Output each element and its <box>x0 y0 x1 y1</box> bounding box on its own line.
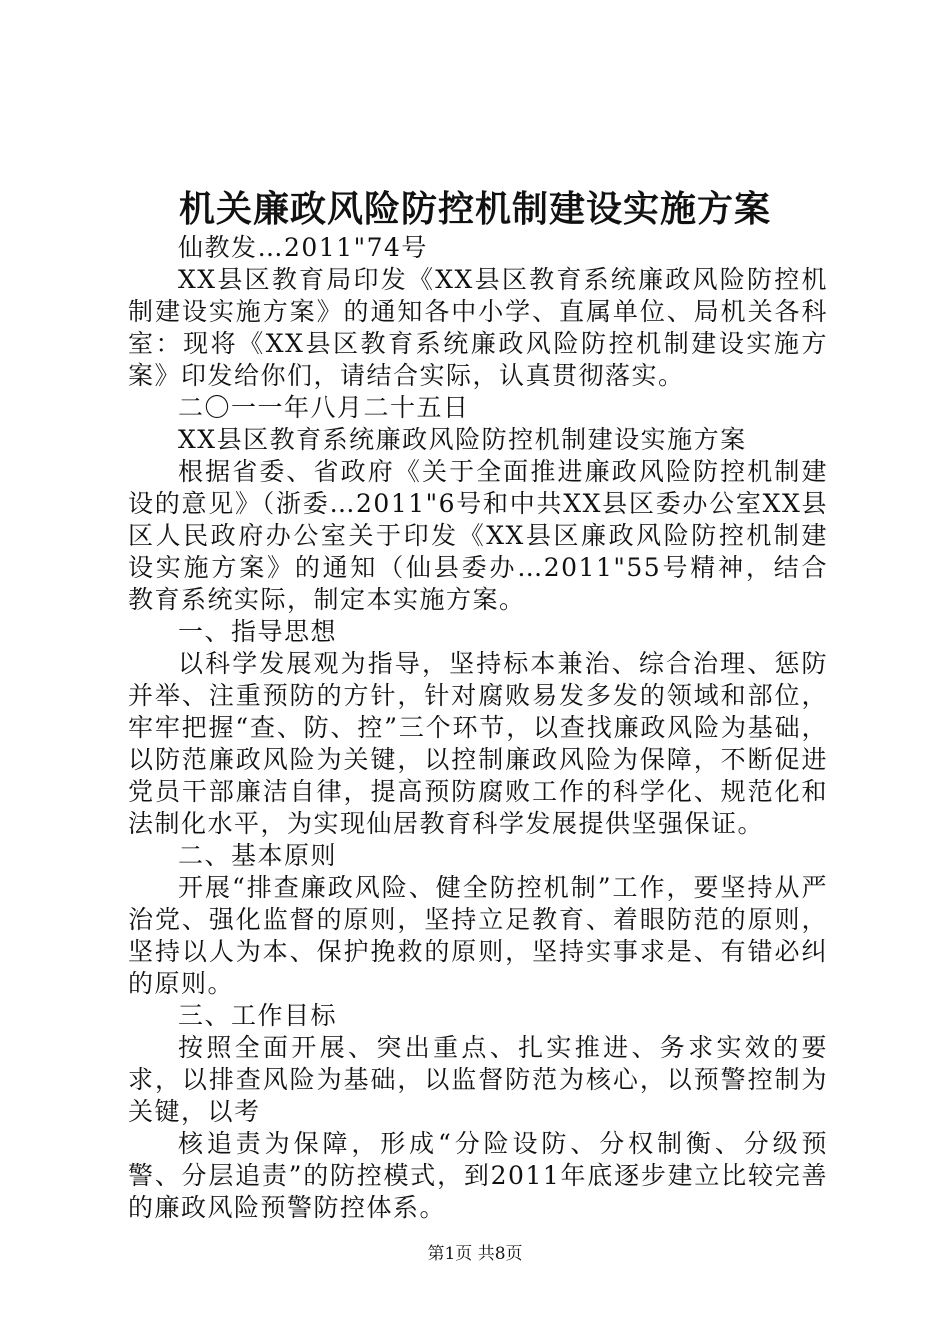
section-heading-guiding-ideology: 一、指导思想 <box>178 617 338 646</box>
document-body <box>128 232 828 1224</box>
basis-paragraph: 根据省委、省政府《关于全面推进廉政风险防控机制建设的意见》（浙委…2011"6号和中共XX县区委办公室XX县区人民政府办公室关于印发《XX县区廉政风险防控机制建设实施方案》的通知（仙县委办…2011"55号精神，结合教育系统实际，制定本实施方案。 <box>128 457 828 614</box>
work-goals-paragraph-continued: 核追责为保障，形成“分险设防、分权制衡、分级预警、分层追责”的防控模式，到2011年底逐步建立比较完善的廉政风险预警防控体系。 <box>128 1129 828 1222</box>
basic-principles-paragraph: 开展“排查廉政风险、健全防控机制”工作，要坚持从严治党、强化监督的原则，坚持立足教育、着眼防范的原则，坚持以人为本、保护挽救的原则，坚持实事求是、有错必纠的原则。 <box>128 873 828 998</box>
section-heading-work-goals: 三、工作目标 <box>178 1001 338 1030</box>
section-heading-basic-principles: 二、基本原则 <box>178 841 338 870</box>
document-number: 仙教发…2011"74号 <box>178 233 428 262</box>
plan-subtitle: XX县区教育系统廉政风险防控机制建设实施方案 <box>178 425 747 454</box>
guiding-ideology-paragraph: 以科学发展观为指导，坚持标本兼治、综合治理、惩防并举、注重预防的方针，针对腐败易发多发的领域和部位，牢牢把握“查、防、控”三个环节，以查找廉政风险为基础，以防范廉政风险为关键，以控制廉政风险为保障，不断促进党员干部廉洁自律，提高预防腐败工作的科学化、规范化和法制化水平，为实现仙居教育科学发展提供坚强保证。 <box>128 649 828 838</box>
document-title: 机关廉政风险防控机制建设实施方案 <box>178 188 771 230</box>
issue-date: 二〇一一年八月二十五日 <box>178 393 470 422</box>
page-footer: 第1页 共8页 <box>427 1244 523 1264</box>
work-goals-paragraph: 按照全面开展、突出重点、扎实推进、务求实效的要求，以排查风险为基础，以监督防范为核心，以预警控制为关键，以考 <box>128 1033 828 1126</box>
notice-paragraph: XX县区教育局印发《XX县区教育系统廉政风险防控机制建设实施方案》的通知各中小学、直属单位、局机关各科室：现将《XX县区教育系统廉政风险防控机制建设实施方案》印发给你们，请结合实际，认真贯彻落实。 <box>128 265 828 390</box>
